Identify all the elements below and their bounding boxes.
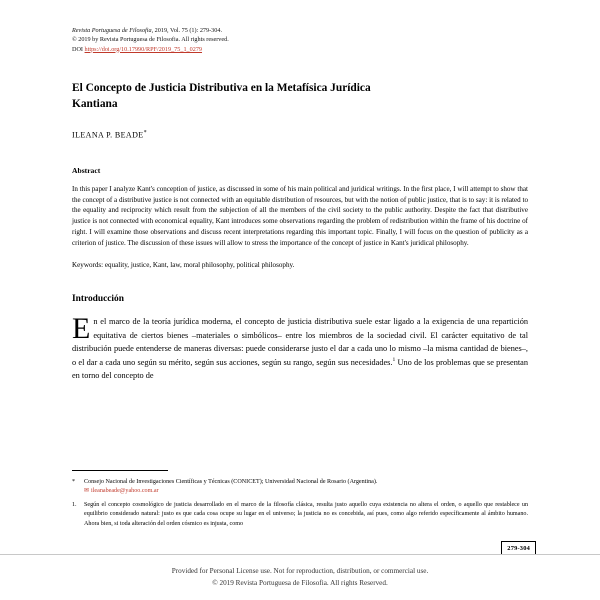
doi-link[interactable]: https://doi.org/10.17990/RPF/2019_75_1_0279 (84, 45, 203, 53)
footer-license-line: Provided for Personal License use. Not for reproduction, distribution, or commercial use. (171, 567, 429, 575)
footnote-text: Según el concepto cosmológico de justicia desarrollado en el marco de la filosofía clásica, resulta justo aquello cuya existencia no altera el orden, o aquello que restablece un equilibrio considerado natural: justo es que cada cosa ocupe su lugar en el universo; la justicia no es concebida, así pues, como algo referido específicamente al ámbito humano. Ahora bien, si toda alteración del orden cósmico es injusta, como (84, 502, 528, 527)
footnote-marker: * (72, 479, 76, 485)
journal-name: Revista Portuguesa de Filosofia (72, 27, 152, 34)
footnote-text (84, 478, 528, 496)
doi-label: DOI (72, 45, 85, 53)
section-paragraph (72, 312, 528, 382)
journal-citation-line (72, 26, 528, 35)
paragraph-text-end: Uno de los problemas que se presentan en torno del concepto de (72, 357, 528, 380)
footer-copyright-line: © 2019 Revista Portuguesa de Filosofia. All rights Reserved. (212, 578, 388, 587)
page-title: El Concepto de Justicia Distributiva en la Metafísica Jurídica Kantiana (72, 81, 371, 111)
footnote-reference-1[interactable]: 1 (392, 356, 396, 363)
paragraph-text: n el marco de la teoría jurídica moderna, el concepto de justicia distributiva suele estar ligado a la exigencia de una repartición equitativa de ciertos bienes –materiales o simbólicos– entre los miembros de la sociedad civil. El carácter equitativo de tal distribución puede entenderse de maneras diversas: puede considerarse justo el dar a cada uno lo mismo –la misma cantidad de bienes–, o el dar a cada uno según su mérito, según sus acciones, según su rango, según sus necesidades. (72, 317, 528, 367)
footnote-item (72, 501, 528, 528)
page-footer (0, 554, 600, 600)
abstract-body: In this paper I analyze Kant's conception of justice, as discussed in some of his main political and juridical writings. In the first place, I will attempt to show that the concept of a distributive justice is not connected with an equitable distribution of resources, but with the notion of public justice, that is to say: it is related to the equality and reciprocity which result from the subjection of all the members of the civil society to the public authority. Despite the fact that distributive justice is not connected with economical equality, Kant introduces some observations regarding the problem of redistribution within the frame of his doctrine of right. I will examine those observations and discuss recent interpretations regarding this important topic. Finally, I will focus on the question of publicity as a criterion of justice. The discussion of these issues will allow to stress the importance of the concept of justice in Kant's juridical philosophy. (72, 184, 528, 247)
footnote-marker: 1. (72, 502, 77, 509)
footnote-area (72, 470, 528, 534)
keywords-line: Keywords: equality, justice, Kant, law, moral philosophy, political philosophy. (72, 260, 295, 269)
author-footnote-marker: * (143, 130, 147, 137)
footnote-separator-rule (72, 470, 168, 471)
doi-line (72, 45, 528, 54)
copyright-line: © 2019 by Revista Portuguesa de Filosofia. All rights reserved. (72, 36, 229, 44)
footnote-item (72, 478, 528, 496)
author-line (72, 130, 528, 140)
journal-header (72, 26, 528, 54)
drop-cap: E (72, 312, 91, 346)
footnote-email-row[interactable] (84, 487, 528, 496)
author-email[interactable]: ileanabeade@yahoo.com.ar (91, 488, 159, 495)
author-name: ILEANA P. BEADE (72, 130, 144, 140)
footnote-affiliation: Consejo Nacional de Investigaciones Científicas y Técnicas (CONICET); Universidad Nacional de Rosario (Argentina). (84, 479, 378, 485)
abstract-heading: Abstract (72, 165, 101, 175)
page-number-badge: 279-304 (501, 541, 536, 555)
journal-volume-info: , 2019, Vol. 75 (1): 279-304. (151, 27, 222, 34)
section-heading-introduccion: Introducción (72, 294, 124, 305)
envelope-icon: ✉ (84, 488, 90, 495)
